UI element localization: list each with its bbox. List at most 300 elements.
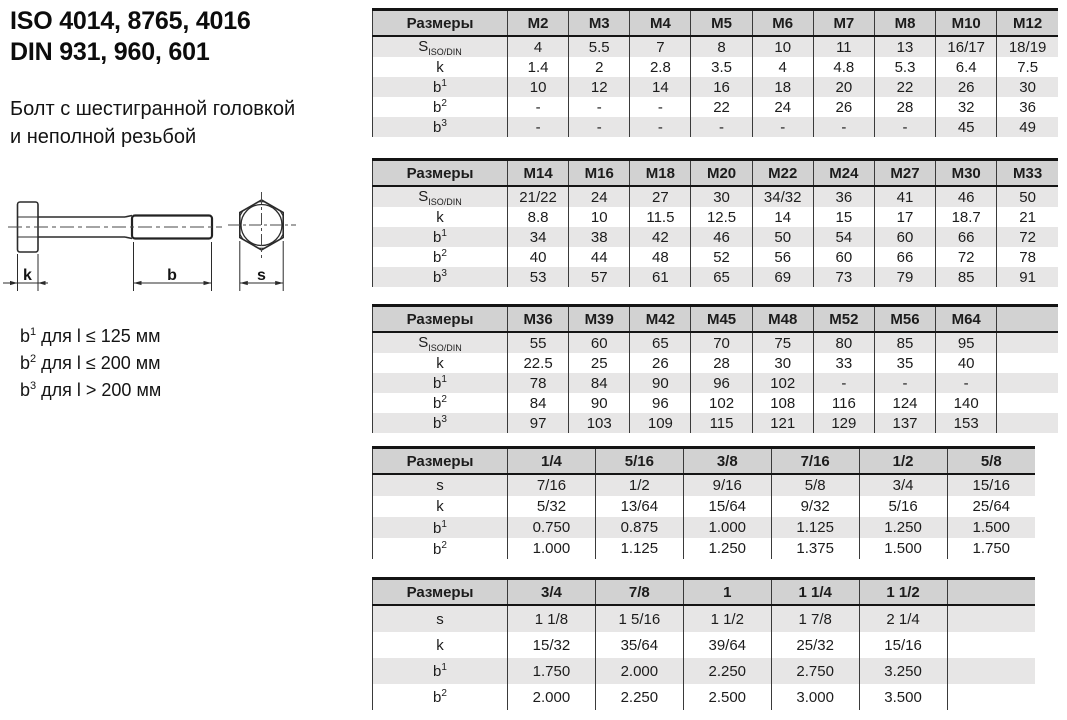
table-cell: 50: [752, 227, 813, 247]
table-container-metric-medium: [372, 158, 1058, 287]
table-cell: 33: [813, 353, 874, 373]
table-row: [373, 632, 1036, 658]
table-cell: 15/16: [859, 632, 947, 658]
table-cell: 26: [630, 353, 691, 373]
table-cell: 124: [874, 393, 935, 413]
table-cell: 12.5: [691, 207, 752, 227]
table-cell: 15/32: [508, 632, 596, 658]
bolt-side-view: [8, 202, 222, 252]
row-label: $b^3$: [433, 268, 447, 286]
column-header: [997, 306, 1058, 333]
table-row: [373, 658, 1036, 684]
title-din: DIN 931, 960, 601: [10, 38, 210, 66]
table-cell: 66: [874, 247, 935, 267]
row-label: k: [436, 208, 444, 226]
footnote: $b^1$ для l ≤ 125 мм: [20, 326, 161, 346]
table-row: [373, 332, 1059, 353]
dim-label-b: b: [167, 267, 177, 284]
table-cell: 7: [630, 36, 691, 57]
dimension-k: [3, 254, 48, 291]
table-row: [373, 496, 1036, 517]
table-row: [373, 353, 1059, 373]
table-cell: 21/22: [508, 186, 569, 207]
table-cell: 108: [752, 393, 813, 413]
row-label: $S_{ISO/DIN}$: [418, 37, 462, 57]
column-header: M48: [752, 306, 813, 333]
table-cell: 10: [569, 207, 630, 227]
column-header: 5/16: [595, 448, 683, 475]
table-cell: 2.8: [630, 57, 691, 77]
column-header: 1: [683, 579, 771, 606]
table-cell: 3.500: [859, 684, 947, 710]
table-cell: 1.250: [683, 538, 771, 559]
table-cell: 79: [874, 267, 935, 287]
table-row: [373, 393, 1059, 413]
column-header: 3/8: [683, 448, 771, 475]
table-header-label: Размеры: [373, 579, 508, 606]
table-row: [373, 474, 1036, 496]
table-cell: 38: [569, 227, 630, 247]
column-header: M7: [813, 10, 874, 37]
table-cell: 84: [569, 373, 630, 393]
table-cell: 18.7: [936, 207, 997, 227]
table-cell: 24: [569, 186, 630, 207]
header-row: [373, 10, 1059, 37]
column-header: 7/16: [771, 448, 859, 475]
table-cell: 69: [752, 267, 813, 287]
table-cell: 1 7/8: [771, 605, 859, 632]
table-cell: 24: [752, 97, 813, 117]
column-header: M45: [691, 306, 752, 333]
table-cell: -: [508, 117, 569, 137]
header-row: [373, 306, 1059, 333]
table-cell: 1.000: [683, 517, 771, 538]
table-cell: 140: [936, 393, 997, 413]
table-cell: 42: [630, 227, 691, 247]
footnotes: [20, 321, 161, 402]
header-row: [373, 579, 1036, 606]
table-cell: 3.250: [859, 658, 947, 684]
subtitle-line-1: Болт с шестигранной головкой: [10, 98, 296, 120]
column-header: M33: [997, 160, 1058, 187]
table-cell: 2.000: [595, 658, 683, 684]
table-cell: 8.8: [508, 207, 569, 227]
table-cell: 60: [813, 247, 874, 267]
table-cell: 60: [569, 332, 630, 353]
column-header: 7/8: [595, 579, 683, 606]
table-row: [373, 186, 1059, 207]
row-label: s: [436, 610, 444, 628]
row-label: $b^3$: [433, 414, 447, 432]
dimension-b: [134, 242, 212, 291]
column-header: M2: [508, 10, 569, 37]
table-cell: 65: [691, 267, 752, 287]
table-cell: 2.750: [771, 658, 859, 684]
table-cell: 13/64: [595, 496, 683, 517]
table-cell: 53: [508, 267, 569, 287]
header-row: [373, 160, 1059, 187]
table-row: [373, 97, 1059, 117]
table-row: [373, 605, 1036, 632]
table-cell: 20: [813, 77, 874, 97]
table-cell: 61: [630, 267, 691, 287]
table-cell: 5.5: [569, 36, 630, 57]
table-cell: 4.8: [813, 57, 874, 77]
table-cell: 1.125: [595, 538, 683, 559]
table-cell: 5/32: [508, 496, 596, 517]
bolt-technical-drawing: [0, 186, 340, 312]
column-header: M6: [752, 10, 813, 37]
table-cell: 34/32: [752, 186, 813, 207]
table-cell: 2: [569, 57, 630, 77]
table-cell: 78: [997, 247, 1058, 267]
table-cell: 55: [508, 332, 569, 353]
table-cell: 1.500: [859, 538, 947, 559]
table-cell: 14: [630, 77, 691, 97]
column-header: M52: [813, 306, 874, 333]
table-row: [373, 227, 1059, 247]
dimensions-table-metric-m14-m33: [372, 158, 1058, 287]
table-cell: 18/19: [997, 36, 1058, 57]
table-row: [373, 413, 1059, 433]
table-cell: 52: [691, 247, 752, 267]
table-cell: 13: [874, 36, 935, 57]
footnote: $b^3$ для l > 200 мм: [20, 380, 162, 400]
column-header: M12: [997, 10, 1058, 37]
row-label: $b^1$: [433, 78, 447, 96]
table-cell: 22: [691, 97, 752, 117]
table-cell: [997, 353, 1058, 373]
table-header-label: Размеры: [373, 448, 508, 475]
dimensions-table-metric-m2-m12: [372, 8, 1058, 137]
table-cell: 18: [752, 77, 813, 97]
dim-label-k: k: [23, 267, 32, 284]
column-header: M14: [508, 160, 569, 187]
table-cell: 9/16: [683, 474, 771, 496]
table-cell: 1.750: [947, 538, 1035, 559]
table-cell: 25: [569, 353, 630, 373]
dimensions-table-inch-threequarters-to-oneandhalf: [372, 577, 1035, 710]
row-label: $S_{ISO/DIN}$: [418, 187, 462, 207]
table-row: [373, 247, 1059, 267]
table-cell: 4: [752, 57, 813, 77]
column-header: M64: [936, 306, 997, 333]
table-cell: 2.250: [683, 658, 771, 684]
table-cell: -: [630, 97, 691, 117]
table-cell: -: [569, 97, 630, 117]
table-cell: 96: [691, 373, 752, 393]
table-row: [373, 36, 1059, 57]
table-cell: 10: [508, 77, 569, 97]
table-cell: -: [508, 97, 569, 117]
table-cell: 44: [569, 247, 630, 267]
table-cell: 91: [997, 267, 1058, 287]
table-cell: 48: [630, 247, 691, 267]
table-cell: 45: [936, 117, 997, 137]
row-label: k: [436, 636, 444, 654]
table-cell: 40: [936, 353, 997, 373]
table-cell: 96: [630, 393, 691, 413]
column-header: M8: [874, 10, 935, 37]
table-cell: -: [936, 373, 997, 393]
table-cell: 103: [569, 413, 630, 433]
table-row: [373, 684, 1036, 710]
table-cell: 3.000: [771, 684, 859, 710]
column-header: M10: [936, 10, 997, 37]
table-cell: [947, 684, 1035, 710]
table-cell: 14: [752, 207, 813, 227]
table-cell: 75: [752, 332, 813, 353]
column-header: 1/2: [859, 448, 947, 475]
subtitle-line-2: и неполной резьбой: [10, 126, 197, 148]
table-cell: [997, 332, 1058, 353]
title-iso: ISO 4014, 8765, 4016: [10, 7, 251, 35]
table-cell: 22: [874, 77, 935, 97]
table-cell: 73: [813, 267, 874, 287]
footnote: $b^2$ для l ≤ 200 мм: [20, 353, 161, 373]
table-row: [373, 77, 1059, 97]
table-cell: 78: [508, 373, 569, 393]
table-cell: 28: [874, 97, 935, 117]
table-cell: 90: [569, 393, 630, 413]
table-cell: [947, 658, 1035, 684]
table-cell: 0.875: [595, 517, 683, 538]
column-header: 1/4: [508, 448, 596, 475]
table-cell: -: [569, 117, 630, 137]
table-cell: 5/16: [859, 496, 947, 517]
table-cell: 49: [997, 117, 1058, 137]
row-label: $b^1$: [433, 374, 447, 392]
table-cell: 36: [813, 186, 874, 207]
table-cell: 153: [936, 413, 997, 433]
table-cell: 25/64: [947, 496, 1035, 517]
table-row: [373, 373, 1059, 393]
table-cell: 1.000: [508, 538, 596, 559]
row-label: $b^3$: [433, 118, 447, 136]
column-header: M20: [691, 160, 752, 187]
table-cell: 41: [874, 186, 935, 207]
header-row: [373, 448, 1036, 475]
table-header-label: Размеры: [373, 160, 508, 187]
table-cell: 32: [936, 97, 997, 117]
table-cell: 40: [508, 247, 569, 267]
table-cell: 1.500: [947, 517, 1035, 538]
table-cell: 1 1/2: [683, 605, 771, 632]
table-row: [373, 538, 1036, 559]
table-container-inch-large: [372, 577, 1035, 710]
table-cell: 2.250: [595, 684, 683, 710]
table-cell: 7/16: [508, 474, 596, 496]
table-cell: 1.4: [508, 57, 569, 77]
dimensions-table-inch-quarter-to-fiveeighths: [372, 446, 1035, 559]
table-cell: 15/16: [947, 474, 1035, 496]
table-row: [373, 57, 1059, 77]
table-cell: 54: [813, 227, 874, 247]
table-cell: 8: [691, 36, 752, 57]
table-cell: 95: [936, 332, 997, 353]
row-label: $b^2$: [433, 98, 447, 116]
column-header: M42: [630, 306, 691, 333]
row-label: $b^1$: [433, 662, 447, 680]
left-panel: [0, 0, 370, 720]
table-cell: 121: [752, 413, 813, 433]
table-cell: 21: [997, 207, 1058, 227]
table-cell: 35/64: [595, 632, 683, 658]
table-cell: 65: [630, 332, 691, 353]
table-container-metric-large: [372, 304, 1058, 433]
table-cell: 72: [997, 227, 1058, 247]
table-cell: 1 5/16: [595, 605, 683, 632]
table-cell: 6.4: [936, 57, 997, 77]
table-cell: 30: [691, 186, 752, 207]
table-cell: 26: [813, 97, 874, 117]
row-label: $b^1$: [433, 518, 447, 537]
column-header: M39: [569, 306, 630, 333]
table-cell: 46: [936, 186, 997, 207]
table-cell: 1 1/8: [508, 605, 596, 632]
table-cell: -: [691, 117, 752, 137]
table-cell: 27: [630, 186, 691, 207]
table-cell: 15: [813, 207, 874, 227]
table-cell: 137: [874, 413, 935, 433]
table-container-inch-small: [372, 446, 1035, 559]
column-header: 3/4: [508, 579, 596, 606]
table-cell: 10: [752, 36, 813, 57]
row-label: $S_{ISO/DIN}$: [418, 333, 462, 353]
row-label: $b^2$: [433, 394, 447, 412]
table-cell: 4: [508, 36, 569, 57]
table-cell: 102: [752, 373, 813, 393]
table-container-metric-small: [372, 8, 1058, 137]
column-header: M36: [508, 306, 569, 333]
table-cell: 97: [508, 413, 569, 433]
table-cell: [997, 393, 1058, 413]
table-cell: 12: [569, 77, 630, 97]
column-header: M30: [936, 160, 997, 187]
table-cell: -: [752, 117, 813, 137]
table-cell: [997, 373, 1058, 393]
table-cell: [997, 413, 1058, 433]
table-cell: 11: [813, 36, 874, 57]
table-cell: 1.375: [771, 538, 859, 559]
table-cell: 57: [569, 267, 630, 287]
table-cell: 9/32: [771, 496, 859, 517]
table-row: [373, 267, 1059, 287]
table-cell: 30: [752, 353, 813, 373]
column-header: 1 1/4: [771, 579, 859, 606]
table-cell: 84: [508, 393, 569, 413]
table-cell: -: [813, 373, 874, 393]
row-label: $b^2$: [433, 688, 447, 706]
table-cell: 2 1/4: [859, 605, 947, 632]
table-cell: [947, 605, 1035, 632]
table-cell: 60: [874, 227, 935, 247]
table-cell: 5/8: [771, 474, 859, 496]
table-cell: 2.500: [683, 684, 771, 710]
table-cell: 7.5: [997, 57, 1058, 77]
table-cell: 2.000: [508, 684, 596, 710]
table-cell: 129: [813, 413, 874, 433]
row-label: k: [436, 498, 444, 515]
table-cell: [947, 632, 1035, 658]
table-cell: 30: [997, 77, 1058, 97]
column-header: M3: [569, 10, 630, 37]
dim-label-s: s: [257, 267, 266, 284]
row-label: $b^2$: [433, 248, 447, 266]
column-header: M18: [630, 160, 691, 187]
table-cell: 3.5: [691, 57, 752, 77]
table-cell: -: [874, 117, 935, 137]
row-label: k: [436, 354, 444, 372]
table-cell: 1/2: [595, 474, 683, 496]
page-title: [10, 6, 251, 68]
table-cell: 28: [691, 353, 752, 373]
table-cell: 109: [630, 413, 691, 433]
column-header: [947, 579, 1035, 606]
table-cell: 50: [997, 186, 1058, 207]
table-cell: 5.3: [874, 57, 935, 77]
table-cell: 56: [752, 247, 813, 267]
table-cell: 70: [691, 332, 752, 353]
table-cell: 39/64: [683, 632, 771, 658]
table-cell: 16: [691, 77, 752, 97]
column-header: M5: [691, 10, 752, 37]
table-cell: 80: [813, 332, 874, 353]
row-label: s: [436, 477, 444, 494]
table-cell: 85: [874, 332, 935, 353]
table-cell: 16/17: [936, 36, 997, 57]
column-header: M27: [874, 160, 935, 187]
table-cell: 0.750: [508, 517, 596, 538]
table-row: [373, 207, 1059, 227]
tables-panel: [372, 0, 1067, 720]
column-header: M22: [752, 160, 813, 187]
bolt-end-view: [228, 192, 296, 258]
row-label: k: [436, 58, 444, 76]
row-label: $b^2$: [433, 539, 447, 558]
table-cell: 1.125: [771, 517, 859, 538]
table-cell: 35: [874, 353, 935, 373]
table-cell: 85: [936, 267, 997, 287]
column-header: M56: [874, 306, 935, 333]
table-cell: 17: [874, 207, 935, 227]
table-cell: 36: [997, 97, 1058, 117]
page-subtitle: [10, 95, 295, 151]
table-row: [373, 117, 1059, 137]
table-cell: 1.250: [859, 517, 947, 538]
table-cell: 90: [630, 373, 691, 393]
table-cell: 115: [691, 413, 752, 433]
column-header: 1 1/2: [859, 579, 947, 606]
table-cell: 102: [691, 393, 752, 413]
table-cell: 3/4: [859, 474, 947, 496]
table-cell: 46: [691, 227, 752, 247]
row-label: $b^1$: [433, 228, 447, 246]
table-cell: -: [630, 117, 691, 137]
dimensions-table-metric-m36-m64: [372, 304, 1058, 433]
table-cell: 1.750: [508, 658, 596, 684]
table-cell: 116: [813, 393, 874, 413]
table-cell: 66: [936, 227, 997, 247]
column-header: M24: [813, 160, 874, 187]
table-cell: -: [813, 117, 874, 137]
table-cell: 34: [508, 227, 569, 247]
table-header-label: Размеры: [373, 10, 508, 37]
table-cell: 72: [936, 247, 997, 267]
table-header-label: Размеры: [373, 306, 508, 333]
column-header: M4: [630, 10, 691, 37]
table-cell: 26: [936, 77, 997, 97]
